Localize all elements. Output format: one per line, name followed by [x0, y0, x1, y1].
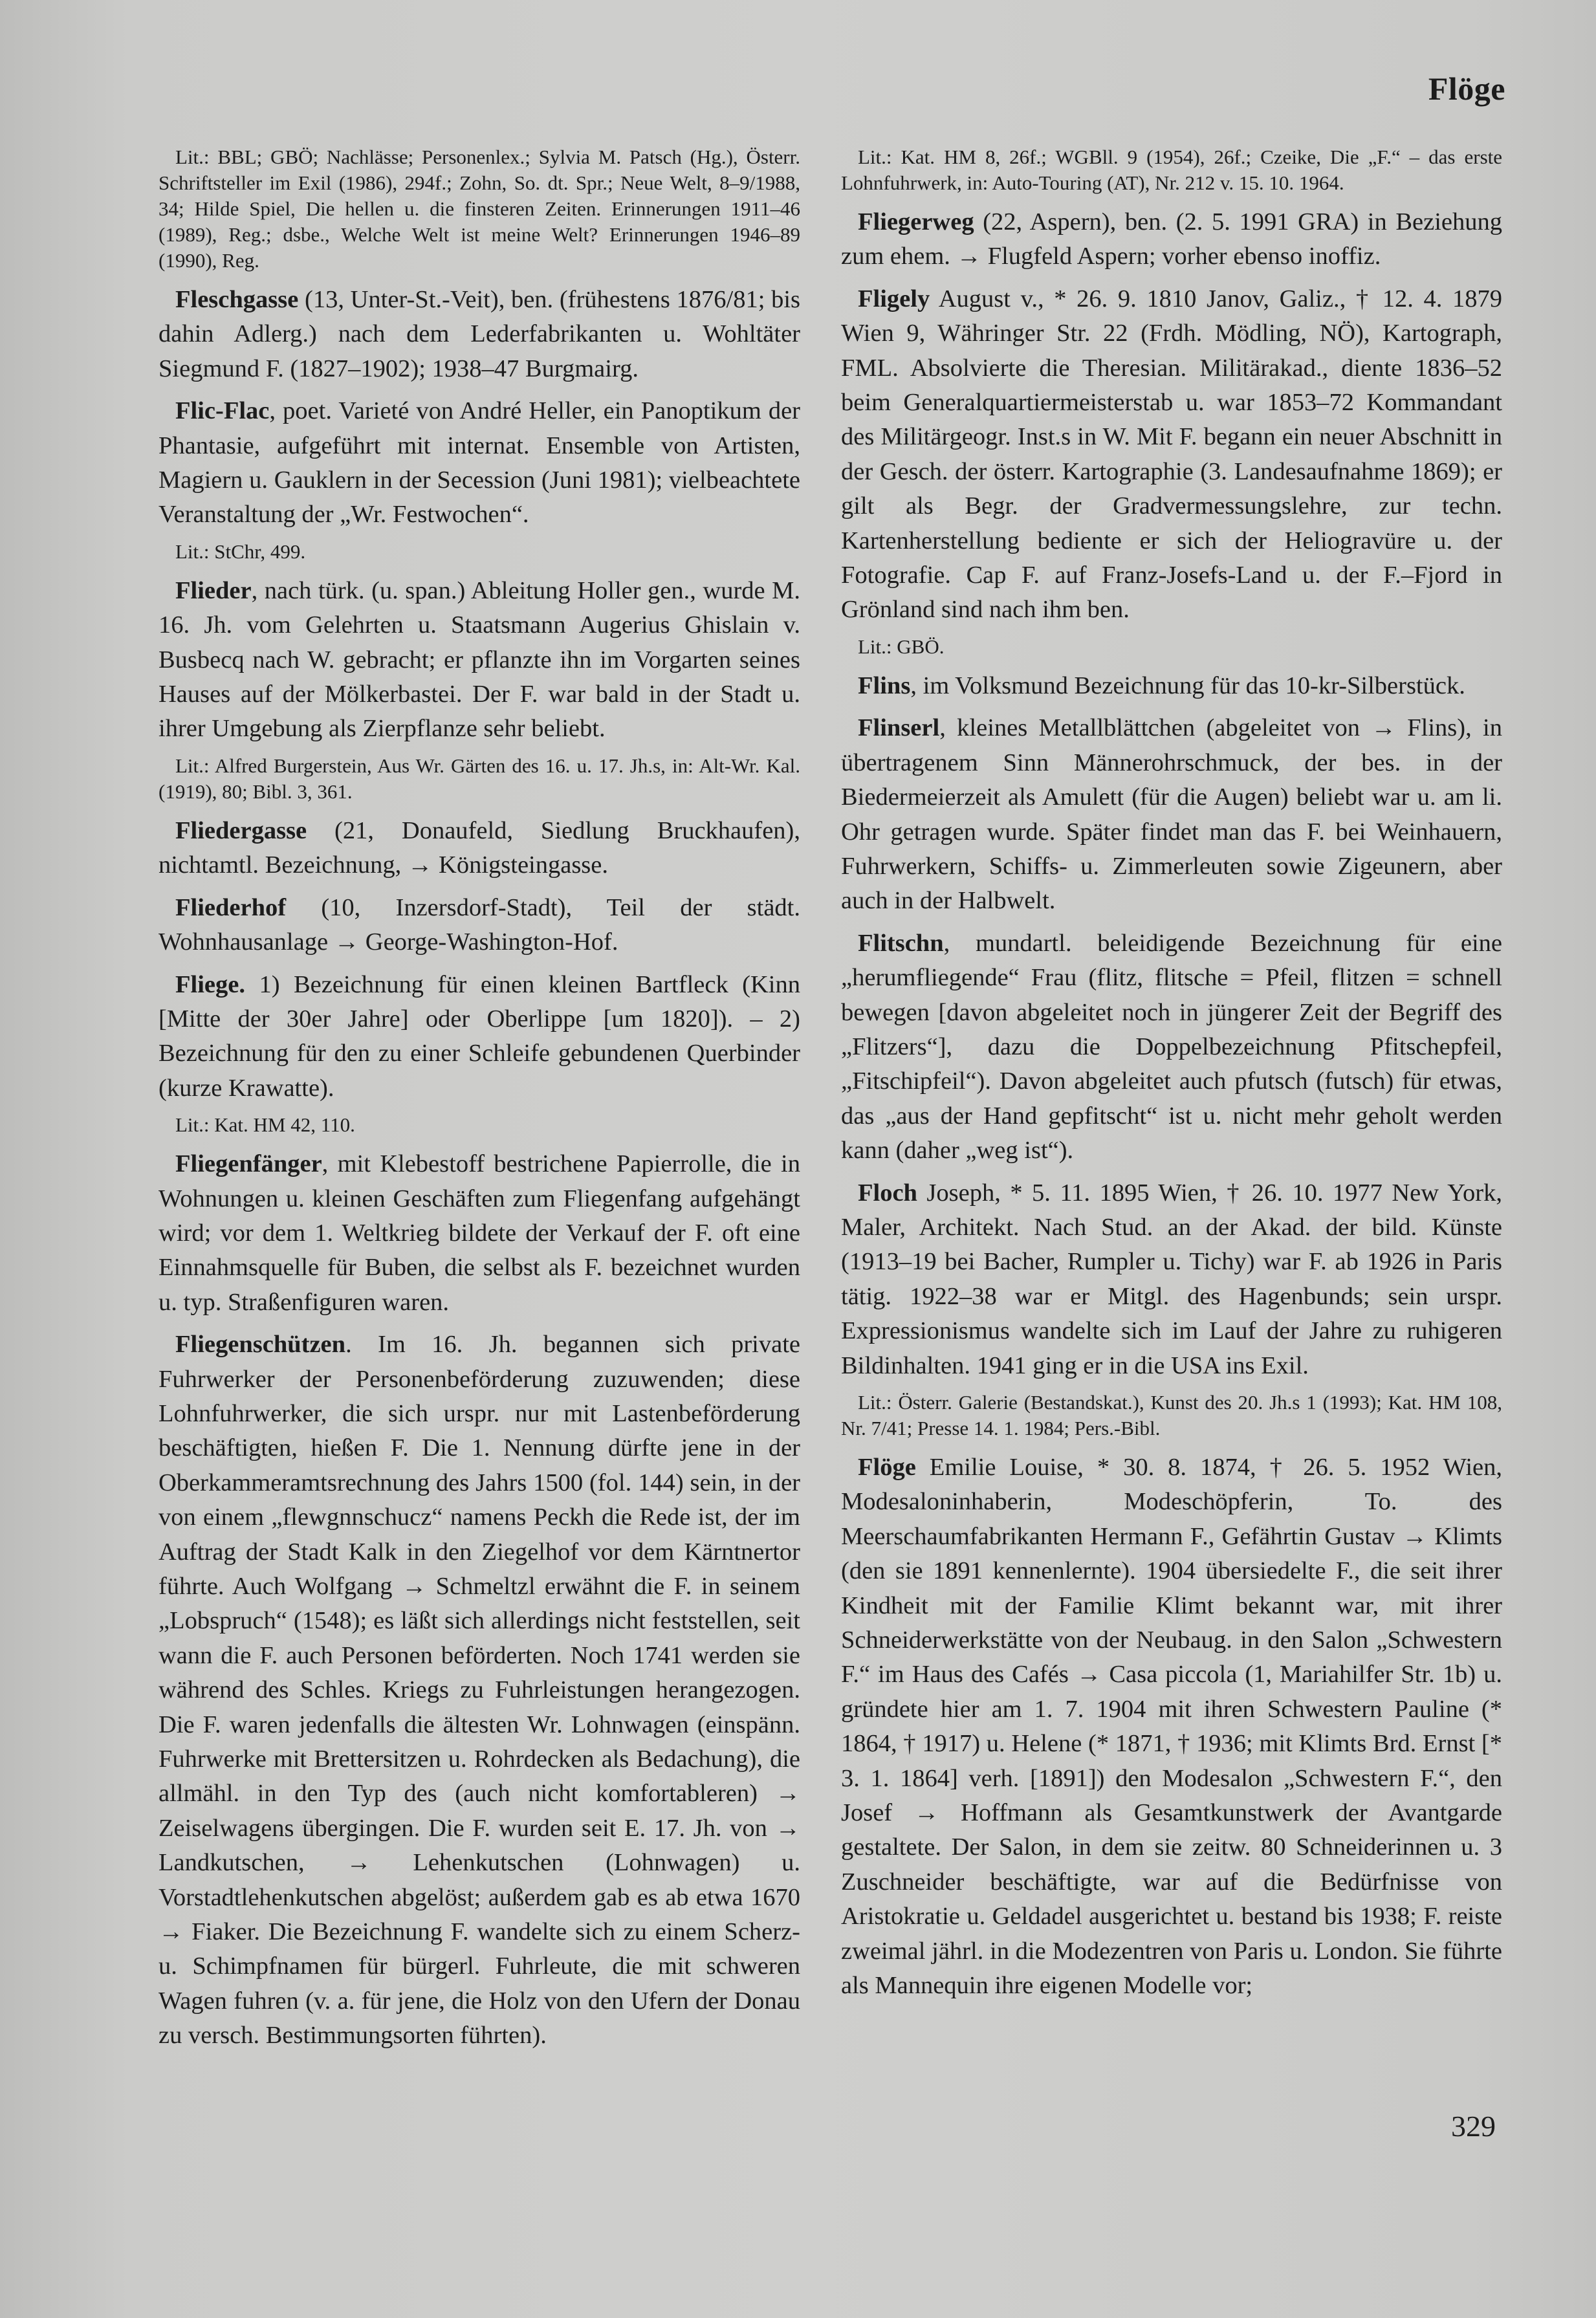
lexicon-entry — [159, 968, 800, 1106]
entry-headword: Flic-Flac — [175, 397, 270, 425]
literature-note: Lit.: BBL; GBÖ; Nachlässe; Personenlex.; Sylvia M. Patsch (Hg.), Österr. Schriftsteller im Exil (1986), 294f.; Zohn, So. dt. Spr.; Neue Welt, 8–9/1988, 34; Hilde Spiel, Die hellen u. die finsteren Zeiten. Erinnerungen 1911–46 (1989), Reg.; dsbe., Welche Welt ist meine Welt? Erinnerungen 1946–89 (1990), Reg. — [159, 146, 800, 272]
entry-headword: Fliedergasse — [175, 816, 307, 844]
entry-body: . Im 16. Jh. begannen sich private Fuhrwerker der Personenbeförderung zuzuwenden; diese Lohnfuhrwerker, die sich urspr. nur mit Lastenbeförderung beschäftigten, hießen F. Die 1. Nennung dürfte jene in der Oberkammeramtsrechnung des Jahrs 1500 (fol. 144) sein, in der von einem „flewgnnschucz“ namens Peckh die Rede ist, der im Auftrag der Stadt Kalk in den Ziegelhof vor dem Kärntnertor führte. Auch Wolfgang → Schmeltzl erwähnt die F. in seinem „Lobspruch“ (1548); es läßt sich allerdings nicht feststellen, seit wann die F. auch Personen beförderten. Noch 1741 werden sie während des Schles. Kriegs zu Fuhrleistungen herangezogen. Die F. waren jedenfalls die ältesten Wr. Lohnwagen (einspänn. Fuhrwerke mit Brettersitzen u. Rohrdecken als Bedachung), die allmähl. in den Typ des (auch nicht komfortableren) → Zeiselwagens übergingen. Die F. wurden seit E. 17. Jh. von → Landkutschen, → Lehenkutschen (Lohnwagen) u. Vorstadtlehenkutschen abgelöst; außerdem gab es ab etwa 1670 → Fiaker. Die Bezeichnung F. wandelte sich zu einem Scherz- u. Schimpfnamen für bürgerl. Fuhrleute, die mit schweren Wagen fuhren (v. a. für jene, die Holz von den Ufern der Donau zu versch. Bestimmungsorten führten). — [159, 1331, 800, 2050]
entry-headword: Fliederhof — [175, 893, 287, 921]
entry-headword: Flöge — [858, 1454, 916, 1481]
lexicon-entry — [159, 394, 800, 532]
lexicon-entry — [841, 205, 1502, 274]
literature-note: Lit.: Alfred Burgerstein, Aus Wr. Gärten des 16. u. 17. Jh.s, in: Alt-Wr. Kal. (1919), 80; Bibl. 3, 361. — [159, 754, 800, 803]
entry-headword: Fleschgasse — [175, 286, 299, 313]
entry-body: 1) Bezeichnung für einen kleinen Bartfleck (Kinn [Mitte der 30er Jahre] oder Oberlippe [um 1820]). – 2) Bezeichnung für den zu einer Schleife gebundenen Querbinder (kurze Krawatte). — [159, 970, 800, 1102]
entry-headword: Flieder — [175, 576, 252, 604]
lexicon-entry — [841, 1450, 1502, 2004]
literature-note: Lit.: Kat. HM 8, 26f.; WGBll. 9 (1954), 26f.; Czeike, Die „F.“ – das erste Lohnfuhrwerk, in: Auto-Touring (AT), Nr. 212 v. 15. 10. 1964. — [841, 146, 1502, 194]
lexicon-entry — [159, 574, 800, 747]
entry-headword: Floch — [858, 1179, 917, 1207]
lexicon-entry — [159, 891, 800, 960]
entry-body: Emilie Louise, * 30. 8. 1874, † 26. 5. 1952 Wien, Modesaloninhaberin, Modeschöpferin, To. des Meerschaumfabrikanten Hermann F., Gefährtin Gustav → Klimts (den sie 1891 kennenlernte). 1904 übersiedelte F., die seit ihrer Kindheit mit der Familie Klimt bekannt war, mit ihrer Schneiderwerkstätte von der Neubaug. in den Salon „Schwestern F.“ im Haus des Cafés → Casa piccola (1, Mariahilfer Str. 1b) u. gründete hier am 1. 7. 1904 mit ihren Schwestern Pauline (* 1864, † 1917) u. Helene (* 1871, † 1936; mit Klimts Brd. Ernst [* 3. 1. 1864] verh. [1891]) den Modesalon „Schwestern F.“, den Josef → Hoffmann als Gesamtkunstwerk der Avantgarde gestaltete. Der Salon, in dem sie zeitw. 80 Schneiderinnen u. 3 Zuschneider beschäftigte, war auf die Bedürfnisse von Aristokratie u. Geldadel ausgerichtet u. bestand bis 1938; F. reiste zweimal jährl. in die Modezentren von Paris u. London. Sie führte als Mannequin ihre eigenen Modelle vor; — [841, 1454, 1502, 2000]
literature-note: Lit.: StChr, 499. — [175, 540, 306, 563]
entry-body: August v., * 26. 9. 1810 Janov, Galiz., † 12. 4. 1879 Wien 9, Währinger Str. 22 (Frdh. Mödling, NÖ), Kartograph, FML. Absolvierte die Theresian. Militärakad., diente 1836–52 beim Generalquartiermeisterstab u. war 1853–72 Kommandant des Militärgeogr. Inst.s in W. Mit F. begann ein neuer Abschnitt in der Gesch. der österr. Kartographie (3. Landesaufnahme 1869); er gilt als Begr. der Gradvermessungslehre, zur techn. Kartenherstellung bediente er sich der Heliogravüre u. der Fotografie. Cap F. auf Franz-Josefs-Land u. der F.–Fjord in Grönland sind nach ihm ben. — [841, 285, 1502, 624]
entry-headword: Fliegenschützen — [175, 1331, 346, 1359]
entry-body: Joseph, * 5. 11. 1895 Wien, † 26. 10. 1977 New York, Maler, Architekt. Nach Stud. an der Akad. der bild. Künste (1913–19 bei Bacher, Rumpler u. Tichy) war F. ab 1926 in Paris tätig. 1922–38 war er Mitgl. des Hagenbunds; sein urspr. Expressionismus wandelte sich im Lauf der Jahre zu ruhigeren Bildinhalten. 1941 ging er in die USA ins Exil. — [841, 1179, 1502, 1379]
entry-headword: Fliege. — [175, 970, 245, 998]
entry-body: , mit Klebestoff bestrichene Papierrolle, die in Wohnungen u. kleinen Geschäften zum Fliegenfang aufgehängt wird; vor dem 1. Weltkrieg bildete der Verkauf der F. oft eine Einnahmsquelle für Buben, die selbst als F. bezeichnet wurden u. typ. Straßenfiguren waren. — [159, 1150, 800, 1316]
left-column — [159, 146, 800, 2061]
lexicon-entry — [841, 711, 1502, 918]
entry-headword: Flinserl — [858, 714, 940, 742]
lexicon-entry — [841, 282, 1502, 628]
entry-body: (21, Donaufeld, Siedlung Bruckhaufen), nichtamtl. Bezeichnung, → Königsteingasse. — [159, 816, 800, 879]
entry-body: (10, Inzersdorf-Stadt), Teil der städt. Wohnhausanlage → George-Washington-Hof. — [159, 893, 800, 956]
entry-body: , nach türk. (u. span.) Ableitung Holler gen., wurde M. 16. Jh. vom Gelehrten u. Staatsmann Augerius Ghislain v. Busbecq nach W. gebracht; er pflanzte ihn im Vorgarten seines Hauses auf der Mölkerbastei. Der F. war bald in der Stadt u. ihrer Umgebung als Zierpflanze sehr beliebt. — [159, 576, 800, 743]
lexicon-entry — [159, 283, 800, 386]
entry-body: , mundartl. beleidigende Bezeichnung für eine „herumfliegende“ Frau (flitz, flitsche = Pfeil, flitzen = schnell bewegen [davon abgeleitet noch in jüngerer Zeit der Begriff des „Flitzers“], dazu die Doppelbezeichnung Pfitschepfeil, „Fitschipfeil“). Davon abgeleitet auch pfutsch (futsch) für etwas, das „aus der Hand gepfitscht“ ist u. nicht mehr geholt werden kann (daher „weg ist“). — [841, 929, 1502, 1164]
lexicon-entry — [841, 926, 1502, 1168]
lexicon-entry — [159, 814, 800, 883]
entry-body: (13, Unter-St.-Veit), ben. (frühestens 1876/81; bis dahin Adlerg.) nach dem Lederfabrikanten u. Wohltäter Siegmund F. (1827–1902); 1938–47 Burgmairg. — [159, 286, 800, 382]
entry-headword: Flins — [858, 672, 911, 699]
entry-headword: Fligely — [858, 285, 930, 312]
entry-headword: Fliegenfänger — [175, 1150, 322, 1178]
literature-note: Lit.: Österr. Galerie (Bestandskat.), Kunst des 20. Jh.s 1 (1993); Kat. HM 108, Nr. 7/41; Presse 14. 1. 1984; Pers.-Bibl. — [841, 1391, 1502, 1439]
lexicon-entry — [159, 1147, 800, 1320]
lexicon-entry — [159, 1328, 800, 2053]
right-column — [841, 146, 1502, 2011]
literature-note: Lit.: GBÖ. — [858, 635, 945, 658]
entry-body: , poet. Varieté von André Heller, ein Panoptikum der Phantasie, aufgeführt mit internat. Ensemble von Artisten, Magiern u. Gauklern in der Secession (Juni 1981); vielbeachtete Veranstaltung der „Wr. Festwochen“. — [159, 397, 800, 529]
entry-headword: Fliegerweg — [858, 208, 974, 235]
running-head: Flöge — [1428, 71, 1505, 107]
entry-body: , kleines Metallblättchen (abgeleitet von → Flins), in übertragenem Sinn Männerohrschmuck, der bes. in der Biedermeierzeit als Amulett (für die Augen) beliebt war u. am li. Ohr getragen wurde. Später findet man das F. bei Weinhauern, Fuhrwerkern, Schiffs- u. Zimmerleuten sowie Zigeunern, aber auch in der Halbwelt. — [841, 714, 1502, 915]
entry-headword: Flitschn — [858, 929, 944, 957]
page-number: 329 — [1451, 2110, 1496, 2143]
lexicon-entry — [841, 1176, 1502, 1383]
entry-body: (22, Aspern), ben. (2. 5. 1991 GRA) in Beziehung zum ehem. → Flugfeld Aspern; vorher ebenso inoffiz. — [841, 208, 1502, 270]
entry-body: , im Volksmund Bezeichnung für das 10-kr-Silberstück. — [910, 672, 1465, 699]
lexicon-entry — [841, 669, 1502, 703]
literature-note: Lit.: Kat. HM 42, 110. — [175, 1113, 355, 1137]
